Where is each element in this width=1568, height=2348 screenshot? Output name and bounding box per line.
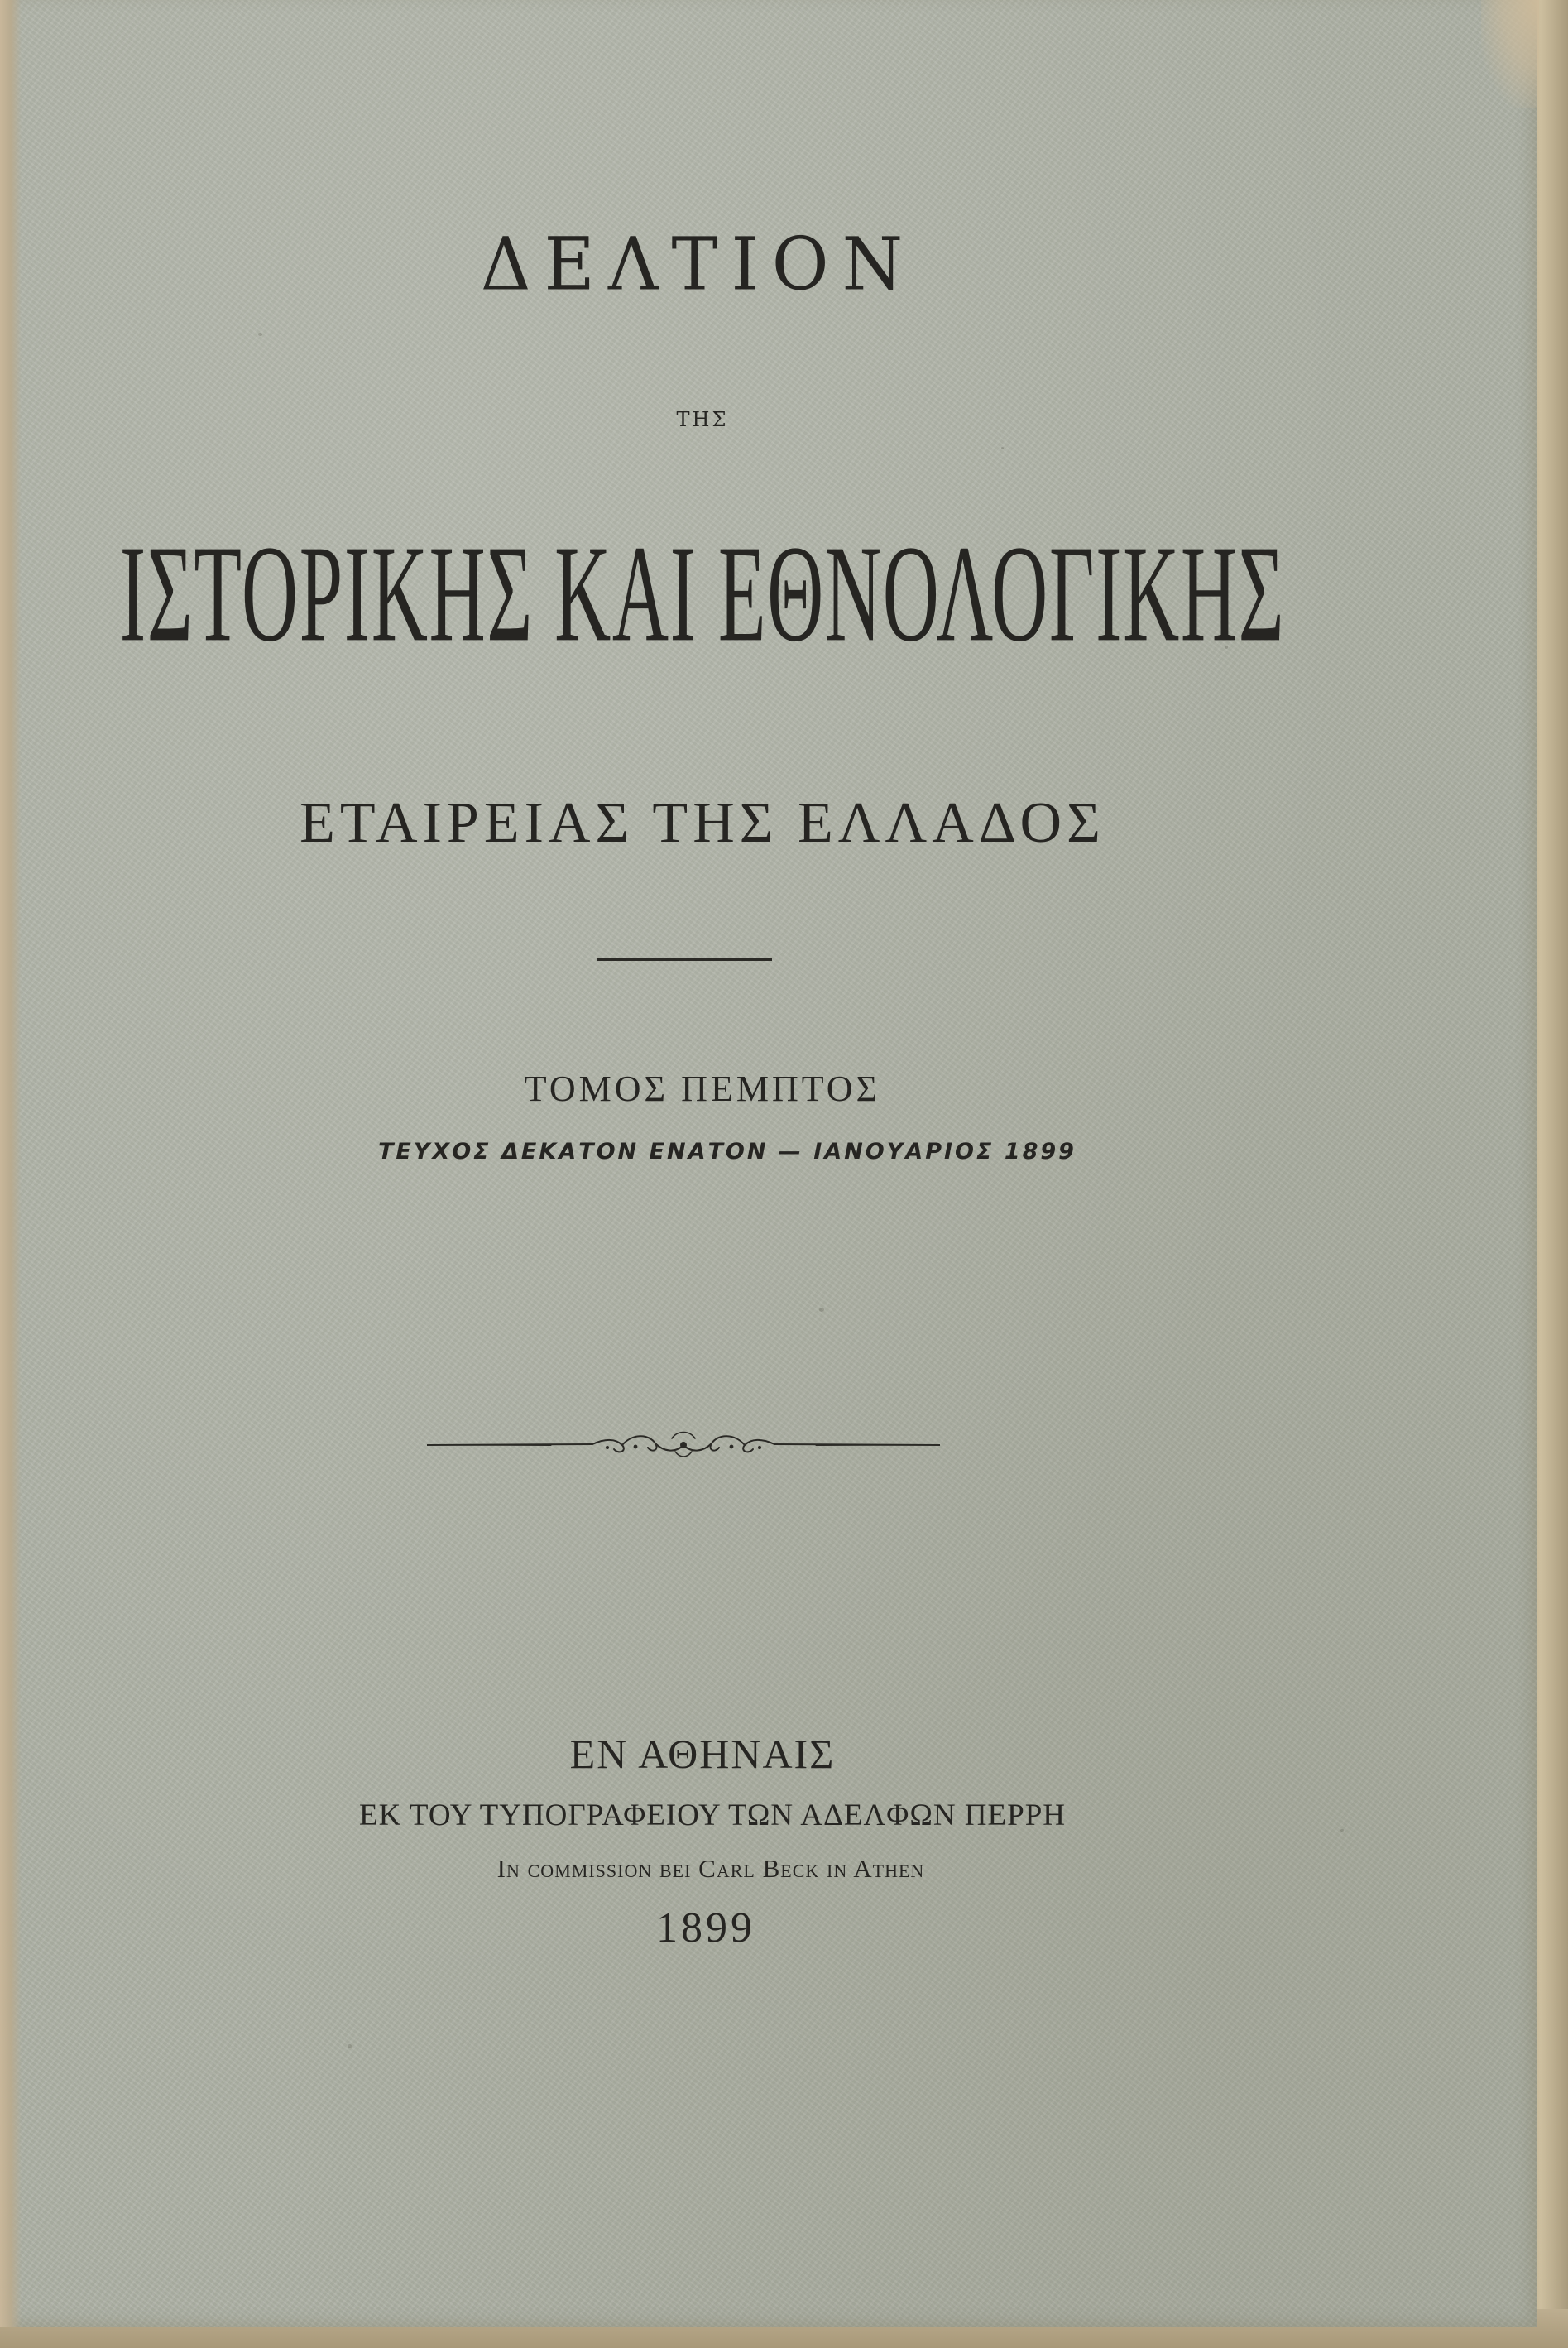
volume-label: ΤΟΜΟΣ ΠΕΜΠΤΟΣ <box>524 1068 881 1109</box>
imprint-printer: ΕΚ ΤΟΥ ΤΥΠΟΓΡΑΦΕΙΟΥ ΤΩΝ ΑΔΕΛΦΩΝ ΠΕΡΡΗ <box>359 1798 1066 1832</box>
society-suffix: ΕΤΑΙΡΕΙΑΣ ΤΗΣ ΕΛΛΑΔΟΣ <box>300 791 1105 855</box>
imprint-place: ΕΝ ΑΘΗΝΑΙΣ <box>569 1731 836 1777</box>
paper-speck <box>348 2044 352 2048</box>
issue-label: ΤΕΥΧΟΣ ΔΕΚΑΤΟΝ ΕΝΑΤΟΝ — ΙΑΝΟΥΑΡΙΟΣ 1899 <box>378 1139 1077 1164</box>
journal-title: ΔΕΛΤΙΟΝ <box>480 221 917 307</box>
paper-speck <box>819 1308 824 1312</box>
title-divider-rule <box>597 958 772 961</box>
imprint-year: 1899 <box>656 1904 755 1952</box>
title-connector: ΤΗΣ <box>676 408 729 431</box>
decorative-ornament <box>427 1422 940 1468</box>
paper-speck <box>1001 447 1004 449</box>
paper-speck <box>258 333 262 336</box>
imprint-commission: In commission bei Carl Beck in Athen <box>496 1854 925 1883</box>
society-name: ΙΣΤΟΡΙΚΗΣ ΚΑΙ ΕΘΝΟΛΟΓΙΚΗΣ <box>119 516 1286 671</box>
worn-corner <box>1481 0 1539 108</box>
